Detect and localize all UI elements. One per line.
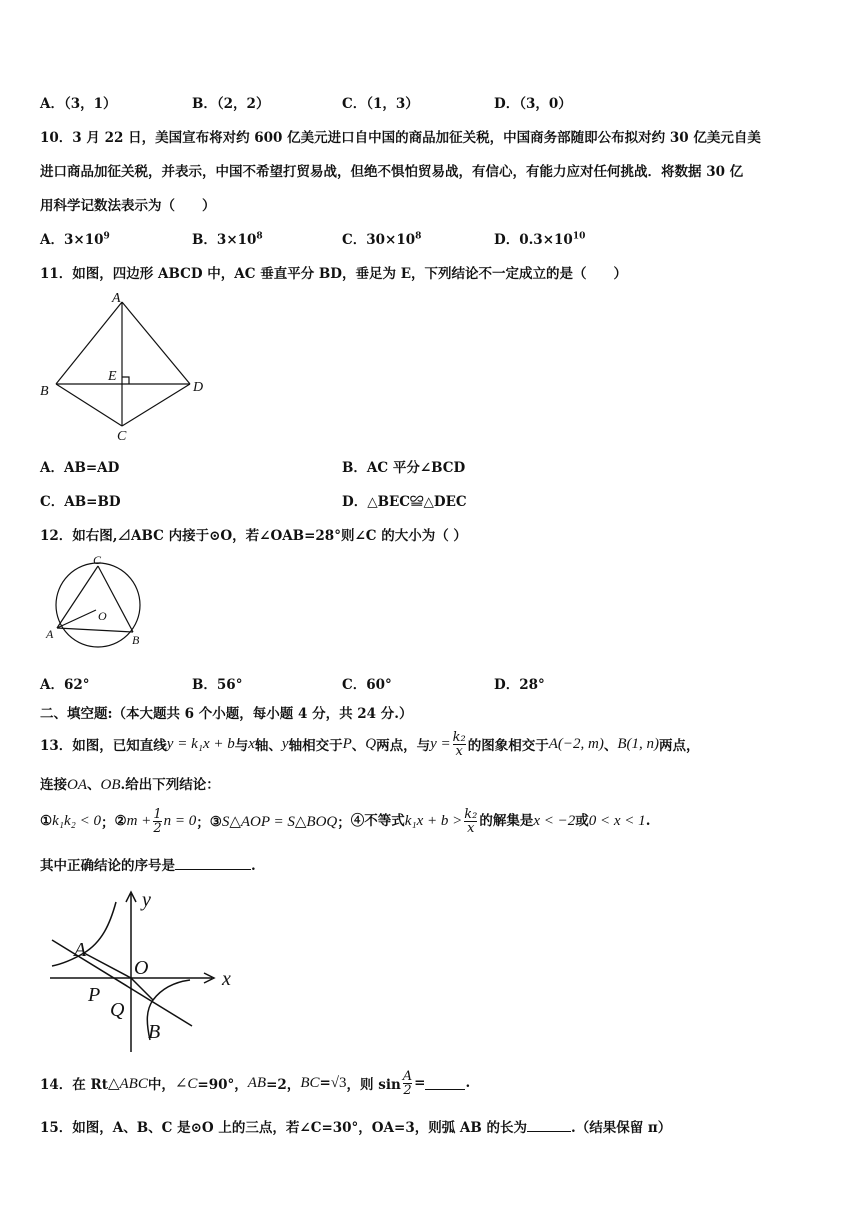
q13-stem-line-1: 13．如图，已知直线 y = k₁x + b 与 x 轴、 y 轴相交于 P 、 Q 两点，与 y = $\frac{\text{k₂}}{x}$ 的图象相交于 A(−2, m) 、 B(1, n) 两点， [40,729,700,759]
q13-graph-label-y: y [142,889,151,911]
q9-option-a: A．（3，1） [40,96,117,112]
q10-stem-line-3: 用科学记数法表示为（ ） [40,198,216,214]
section-fill-in-heading: 二、填空题:（本大题共 6 个小题，每小题 4 分，共 24 分.） [40,706,413,722]
q13-graph-label-q: Q [110,999,125,1021]
q9-option-b: B．（2，2） [192,96,270,112]
q13-conclusion-4: ④不等式k₁x + b > $\frac{\text{k₂}}{x}$ 的解集是x < −2或0 < x < 1. [350,806,651,836]
q12-label-c: C [93,553,102,567]
q12-label-o: O [98,609,107,623]
q11-label-a: A [112,291,121,306]
q11-label-b: B [40,384,49,399]
q13-conclusions: ①k₁k₂ < 0 ； ②m + $\frac{1}{2}$ n = 0 ； ③S△AOP = S△BOQ ； ④不等式k₁x + b > $\frac{\text{k₂}}{x}$ 的解集是x < −2或0 < x < 1. [40,806,651,836]
q13-conclusion-3: ③S△AOP = S△BOQ [209,813,338,830]
q15-answer-blank[interactable] [527,1119,571,1132]
q14-stem: 14．在 Rt △ABC 中， ∠C =90°， AB =2， BC = √3 ，则 sin $\frac{A}{2}$ = . [40,1068,471,1098]
q11-option-c: C．AB=BD [40,494,121,510]
q12-option-b: B．56° [192,677,243,693]
q10-option-c: C．$30\times 10^8$ [342,231,422,248]
q12-stem: 12．如右图,⊿ABC 内接于⊙O，若∠OAB=28°则∠C 的大小为（ ） [40,528,467,544]
q12-option-a: A．62° [40,677,90,693]
q12-option-d: D．28° [494,677,545,693]
q10-option-b: B．$3\times 10^8$ [192,231,263,248]
q12-label-b: B [132,633,140,647]
q11-label-c: C [117,429,127,444]
q13-graph-label-a: A [74,939,87,961]
q13-graph-label-x: x [222,968,231,990]
q14-answer-blank[interactable] [425,1077,465,1090]
q12-label-a: A [46,627,54,641]
q13-answer-blank[interactable] [175,857,251,870]
q11-option-b: B．AC 平分∠BCD [342,460,466,476]
q15-stem: 15．如图，A、B、C 是⊙O 上的三点，若∠C=30°，OA=3，则弧 AB 的长为 .（结果保留 π） [40,1120,672,1136]
q10-option-d: D．$0.3\times 10^{10}$ [494,231,586,248]
q13-question: 其中正确结论的序号是 . [40,858,256,874]
q9-option-c: C．（1，3） [342,96,419,112]
q11-option-d: D．△BEC≌△DEC [342,494,467,510]
q11-quadrilateral-figure [36,288,216,446]
q10-stem-line-2: 进口商品加征关税，并表示，中国不希望打贸易战，但绝不惧怕贸易战，有信心，有能力应对任何挑战．将数据 30 亿 [40,164,744,180]
q13-graph-label-o: O [134,957,149,979]
q11-option-a: A．AB=AD [40,460,120,476]
q12-circle-figure [40,552,150,652]
q13-graph-label-p: P [88,984,101,1006]
q10-option-a: A．$3\times 10^9$ [40,231,110,248]
q13-stem-line-2: 连接OA、OB.给出下列结论： [40,777,220,793]
q13-graph-label-b: B [148,1021,161,1043]
q9-option-d: D．（3，0） [494,96,572,112]
q12-option-c: C．60° [342,677,392,693]
q10-stem-line-1: 10．3 月 22 日，美国宣布将对约 600 亿美元进口自中国的商品加征关税，中国商务部随即公布拟对约 30 亿美元自美 [40,130,761,146]
q13-graph-figure [40,884,250,1056]
q11-stem: 11．如图，四边形 ABCD 中，AC 垂直平分 BD，垂足为 E，下列结论不一定成立的是（ ） [40,266,627,282]
q11-label-d: D [193,380,204,395]
q13-conclusion-2: ②m + $\frac{1}{2}$ n = 0 [114,806,197,836]
sqrt-three: √3 [330,1074,347,1091]
q13-conclusion-1: ①k₁k₂ < 0 [40,812,101,829]
q13-fraction-k2-over-x: $\frac{\text{k₂}}{x}$ [452,729,466,759]
q11-label-e: E [108,369,117,384]
